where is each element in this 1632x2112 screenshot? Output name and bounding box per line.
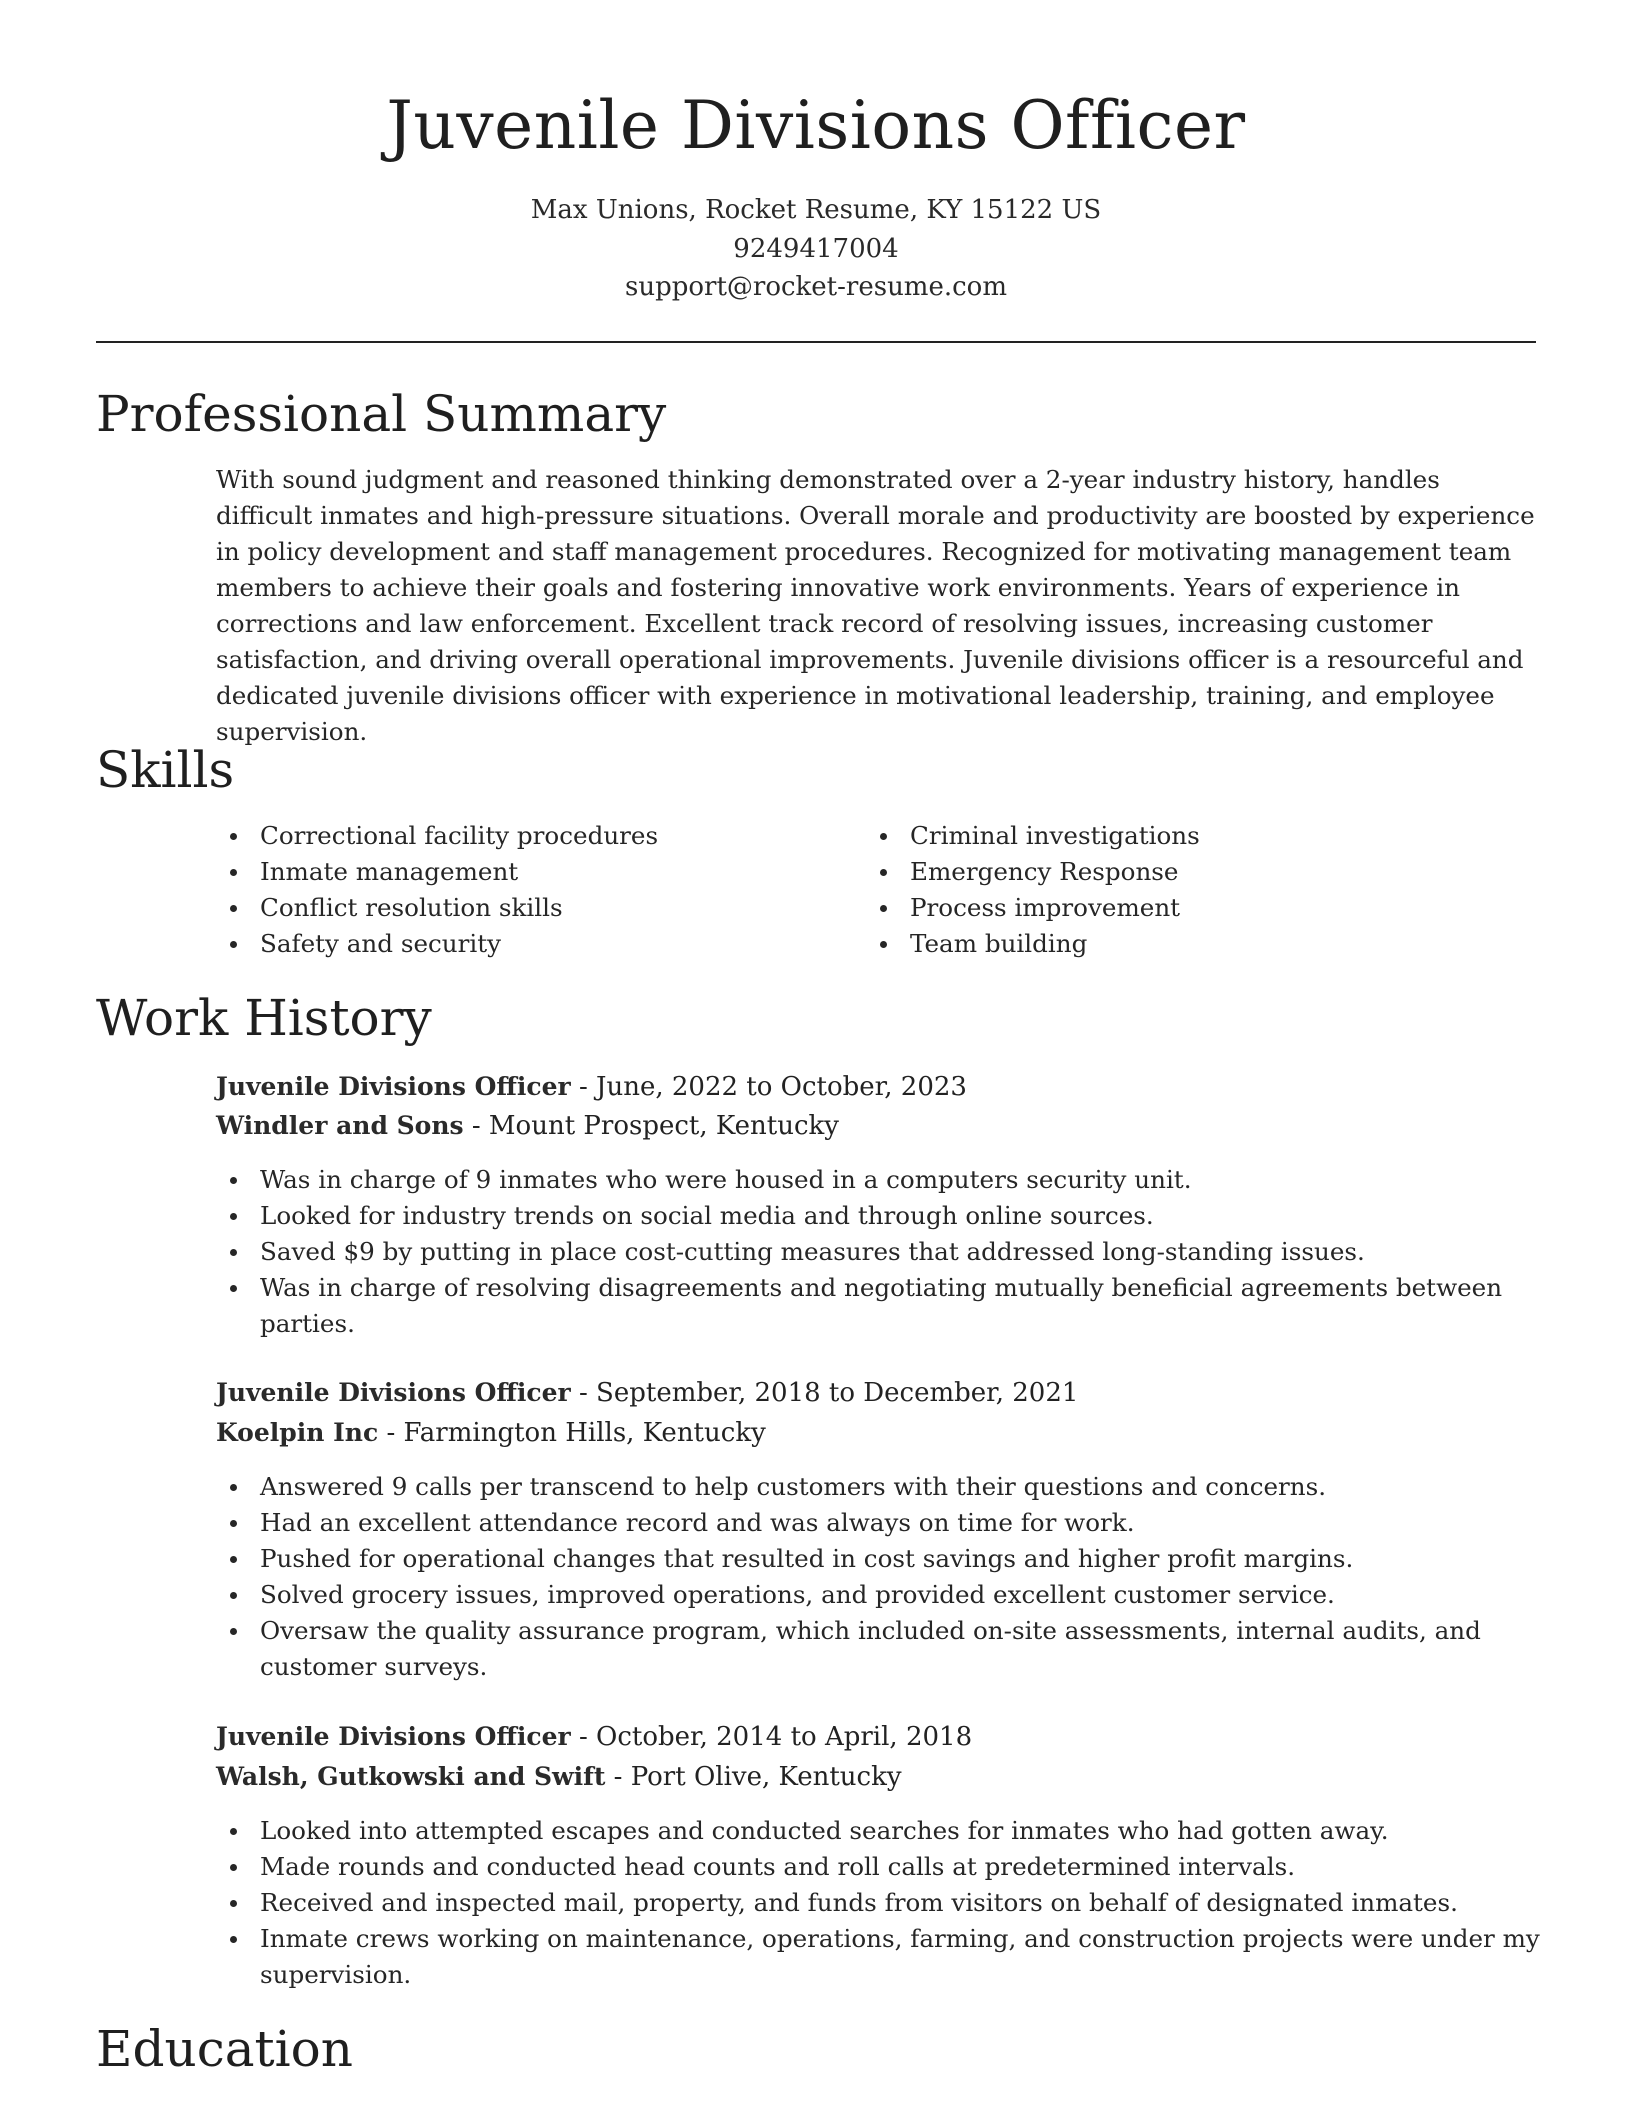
job-company-line (216, 1758, 902, 1796)
work-history-heading: Work History (96, 989, 432, 1047)
job-company: Windler and Sons (216, 1111, 464, 1140)
job-location: - Farmington Hills, Kentucky (378, 1418, 766, 1448)
job-title: Juvenile Divisions Officer (216, 1072, 571, 1101)
skill-item: Correctional facility procedures (216, 818, 836, 854)
job-bullet: Made rounds and conducted head counts and roll calls at predetermined intervals. (216, 1849, 1546, 1885)
job-company-line (216, 1414, 766, 1452)
skill-item: Team building (866, 926, 1486, 962)
job-bullet: Had an excellent attendance record and was always on time for work. (216, 1505, 1546, 1541)
job-bullet: Solved grocery issues, improved operations, and provided excellent customer service. (216, 1577, 1546, 1613)
skills-heading: Skills (96, 741, 235, 799)
job-bullet: Pushed for operational changes that resulted in cost savings and higher profit margins. (216, 1541, 1546, 1577)
job-bullet: Was in charge of resolving disagreements and negotiating mutually beneficial agreements between parties. (216, 1270, 1546, 1342)
skill-item: Conflict resolution skills (216, 890, 836, 926)
job-bullet: Received and inspected mail, property, and funds from visitors on behalf of designated inmates. (216, 1885, 1546, 1921)
job-company: Walsh, Gutkowski and Swift (216, 1762, 606, 1791)
skill-item: Emergency Response (866, 854, 1486, 890)
skill-item: Safety and security (216, 926, 836, 962)
skill-item: Process improvement (866, 890, 1486, 926)
contact-phone: 9249417004 (733, 234, 899, 264)
job-bullet: Looked for industry trends on social media and through online sources. (216, 1198, 1546, 1234)
job-title-line (216, 1068, 967, 1106)
skills-list-right (866, 818, 1486, 962)
job-dates: - October, 2014 to April, 2018 (570, 1722, 973, 1752)
job-bullet: Oversaw the quality assurance program, which included on-site assessments, internal audits, and customer surveys. (216, 1613, 1546, 1685)
skills-list-left (216, 818, 836, 962)
job-title-line (216, 1718, 972, 1756)
job-bullet: Looked into attempted escapes and conducted searches for inmates who had gotten away. (216, 1813, 1546, 1849)
job-bullet: Saved $9 by putting in place cost-cutting measures that addressed long-standing issues. (216, 1234, 1546, 1270)
job-title-line (216, 1374, 1078, 1412)
resume-name: Juvenile Divisions Officer (386, 87, 1246, 164)
job-bullets (216, 1813, 1546, 1993)
skill-item: Inmate management (216, 854, 836, 890)
job-bullets (216, 1469, 1546, 1685)
education-heading: Education (96, 2020, 353, 2078)
job-title: Juvenile Divisions Officer (216, 1378, 571, 1407)
job-company-line (216, 1107, 839, 1145)
skill-item: Criminal investigations (866, 818, 1486, 854)
job-dates: - June, 2022 to October, 2023 (570, 1072, 967, 1102)
job-bullet: Inmate crews working on maintenance, operations, farming, and construction projects were under my supervision. (216, 1921, 1546, 1993)
contact-email: support@rocket-resume.com (624, 272, 1007, 302)
contact-address: Max Unions, Rocket Resume, KY 15122 US (530, 195, 1102, 225)
summary-heading: Professional Summary (96, 385, 667, 443)
job-company: Koelpin Inc (216, 1418, 379, 1447)
job-bullet: Was in charge of 9 inmates who were housed in a computers security unit. (216, 1162, 1546, 1198)
header-divider (96, 341, 1536, 343)
job-location: - Port Olive, Kentucky (605, 1762, 902, 1792)
job-title: Juvenile Divisions Officer (216, 1722, 571, 1751)
job-location: - Mount Prospect, Kentucky (463, 1111, 839, 1141)
job-dates: - September, 2018 to December, 2021 (570, 1378, 1079, 1408)
summary-text: With sound judgment and reasoned thinking demonstrated over a 2-year industry history, handles difficult inmates and high-pressure situations. Overall morale and productivity are boosted by experience in policy development and staff management procedures. Recognized for motivating management team members to achieve their goals and fostering innovative work environments. Years of experience in corrections and law enforcement. Excellent track record of resolving issues, increasing customer satisfaction, and driving overall operational improvements. Juvenile divisions officer is a resourceful and dedicated juvenile divisions officer with experience in motivational leadership, training, and employee supervision. (216, 465, 1535, 746)
job-bullet: Answered 9 calls per transcend to help customers with their questions and concerns. (216, 1469, 1546, 1505)
job-bullets (216, 1162, 1546, 1342)
